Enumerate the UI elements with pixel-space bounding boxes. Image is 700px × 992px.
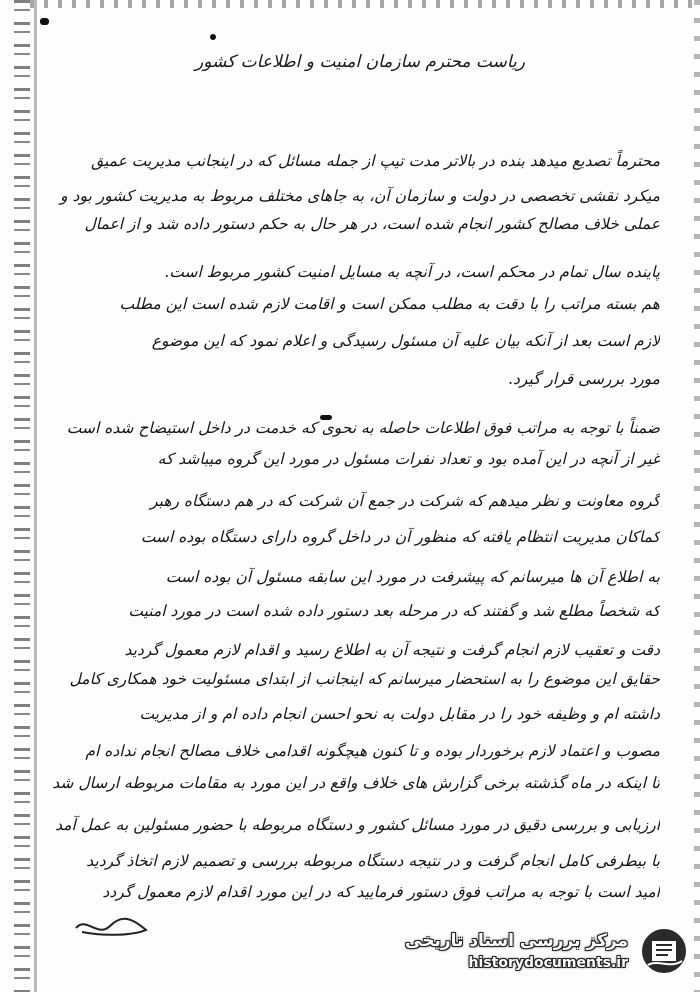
handwritten-line: تا اینکه در ماه گذشته برخی گزارش های خلاف واقع در این مورد به مقامات مربوطه ارسال شد <box>52 774 660 792</box>
handwritten-line: گروه معاونت و نظر میدهم که شرکت در جمع آن شرکت که در هم دستگاه رهبر <box>150 492 660 510</box>
handwritten-line: با بیطرفی کامل انجام گرفت و در نتیجه دستگاه مربوطه بررسی و تصمیم لازم اتخاذ گردید <box>86 852 660 870</box>
scan-edge-line <box>34 0 37 992</box>
archive-watermark <box>400 918 690 984</box>
handwritten-line: لازم است بعد از آنکه بیان علیه آن مسئول رسیدگی و اعلام نمود که این موضوع <box>151 332 660 350</box>
handwritten-line: ضمناً با توجه به مراتب فوق اطلاعات حاصله به نحوی که خدمت در داخل استیضاح شده است <box>66 419 660 437</box>
handwritten-line: مورد بررسی قرار گیرد. <box>508 370 660 388</box>
handwritten-line: ارزیابی و بررسی دقیق در مورد مسائل کشور و دستگاه مربوطه با حضور مسئولین به عمل آمد <box>55 816 660 834</box>
archive-logo-icon <box>638 925 690 977</box>
handwritten-line: مصوب و اعتماد لازم برخوردار بوده و تا کنون هیچگونه اقدامی خلاف مصالح انجام نداده ام <box>85 742 660 760</box>
handwritten-line: داشته ام و وظیفه خود را در مقابل دولت به نحو احسن انجام داده ام و از مدیریت <box>139 705 660 723</box>
watermark-text <box>405 931 628 971</box>
watermark-url: historydocuments.ir <box>468 955 628 971</box>
ink-blot <box>40 18 49 25</box>
handwritten-line: پاینده سال تمام در محکم است، در آنچه به مسایل امنیت کشور مربوط است. <box>164 263 660 281</box>
handwritten-line: حقایق این موضوع را به استحضار میرسانم که اینجانب از ابتدای مسئولیت خود همکاری کامل <box>69 670 660 688</box>
document-title: ریاست محترم سازمان امنیت و اطلاعات کشور <box>195 52 525 72</box>
watermark-title: مرکز بررسی اسناد تاریخی <box>405 931 628 951</box>
handwritten-line: میکرد نقشی تخصصی در دولت و سازمان آن، به جاهای مختلف مربوط به مدیریت کشور بود و <box>60 187 660 205</box>
ink-blot <box>210 34 216 40</box>
scan-edge-top <box>30 0 700 8</box>
handwritten-line: محترماً تصدیع میدهد بنده در بالاتر مدت تیپ از جمله مسائل که در اینجانب مدیریت عمیق <box>91 152 660 170</box>
handwritten-line: به اطلاع آن ها میرسانم که پیشرفت در مورد این سابقه مسئول آن بوده است <box>165 568 660 586</box>
handwritten-line: عملی خلاف مصالح کشور انجام شده است، در هر حال به حکم دستور داده شد و از اعمال <box>84 215 660 233</box>
handwritten-line: کماکان مدیریت انتظام یافته که منظور آن در داخل گروه دارای دستگاه بوده است <box>140 528 660 546</box>
handwritten-line: دقت و تعقیب لازم انجام گرفت و نتیجه آن به اطلاع رسید و اقدام لازم معمول گردید <box>124 641 660 659</box>
handwritten-line: که شخصاً مطلع شد و گفتند که در مرحله بعد دستور داده شده است در مورد امنیت <box>128 602 660 620</box>
signature-mark <box>72 910 152 940</box>
handwritten-line: امید است با توجه به مراتب فوق دستور فرمایید که در این مورد اقدام لازم معمول گردد <box>102 883 660 901</box>
scan-edge-left <box>14 0 30 992</box>
scan-edge-right <box>694 0 700 992</box>
handwritten-line: غیر از آنچه در این آمده بود و تعداد نفرات مسئول در مورد این گروه میباشد که <box>157 450 660 468</box>
handwritten-line: هم بسته مراتب را با دقت به مطلب ممکن است و اقامت لازم شده است این مطلب <box>119 295 660 313</box>
